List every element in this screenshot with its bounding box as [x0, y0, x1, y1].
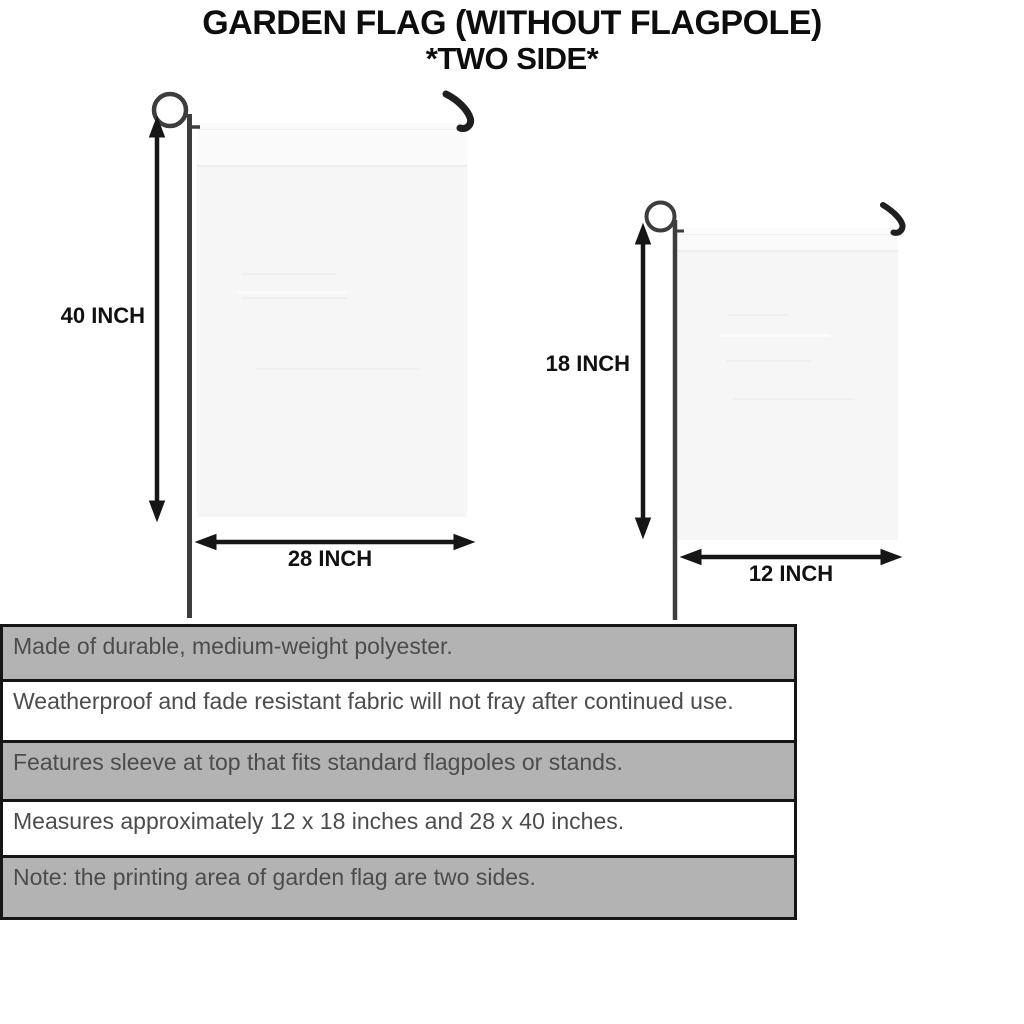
large-height-arrow	[150, 117, 165, 521]
spec-row-measures: Measures approximately 12 x 18 inches and 28 x 40 inches.	[3, 802, 794, 858]
spec-row-polyester: Made of durable, medium-weight polyester.	[3, 627, 794, 682]
small-hook-icon	[883, 205, 903, 233]
spec-row-weatherproof: Weatherproof and fade resistant fabric will not fray after continued use.	[3, 682, 794, 743]
small-height-label: 18 INCH	[545, 351, 630, 376]
small-width-label: 12 INCH	[748, 561, 834, 586]
large-width-label: 28 INCH	[287, 546, 373, 571]
large-flagpole-icon	[154, 94, 200, 618]
small-height-arrow	[636, 224, 651, 538]
large-height-label: 40 INCH	[60, 303, 145, 328]
small-flagpole-icon	[647, 203, 685, 621]
spec-row-note: Note: the printing area of garden flag are two sides.	[3, 858, 794, 920]
spec-table	[0, 624, 797, 920]
title-line-1: GARDEN FLAG (WITHOUT FLAGPOLE)	[202, 4, 822, 42]
large-hook-icon	[446, 94, 471, 128]
title-line-2: *TWO SIDE*	[425, 41, 599, 77]
spec-row-sleeve: Features sleeve at top that fits standard flagpoles or stands.	[3, 743, 794, 802]
